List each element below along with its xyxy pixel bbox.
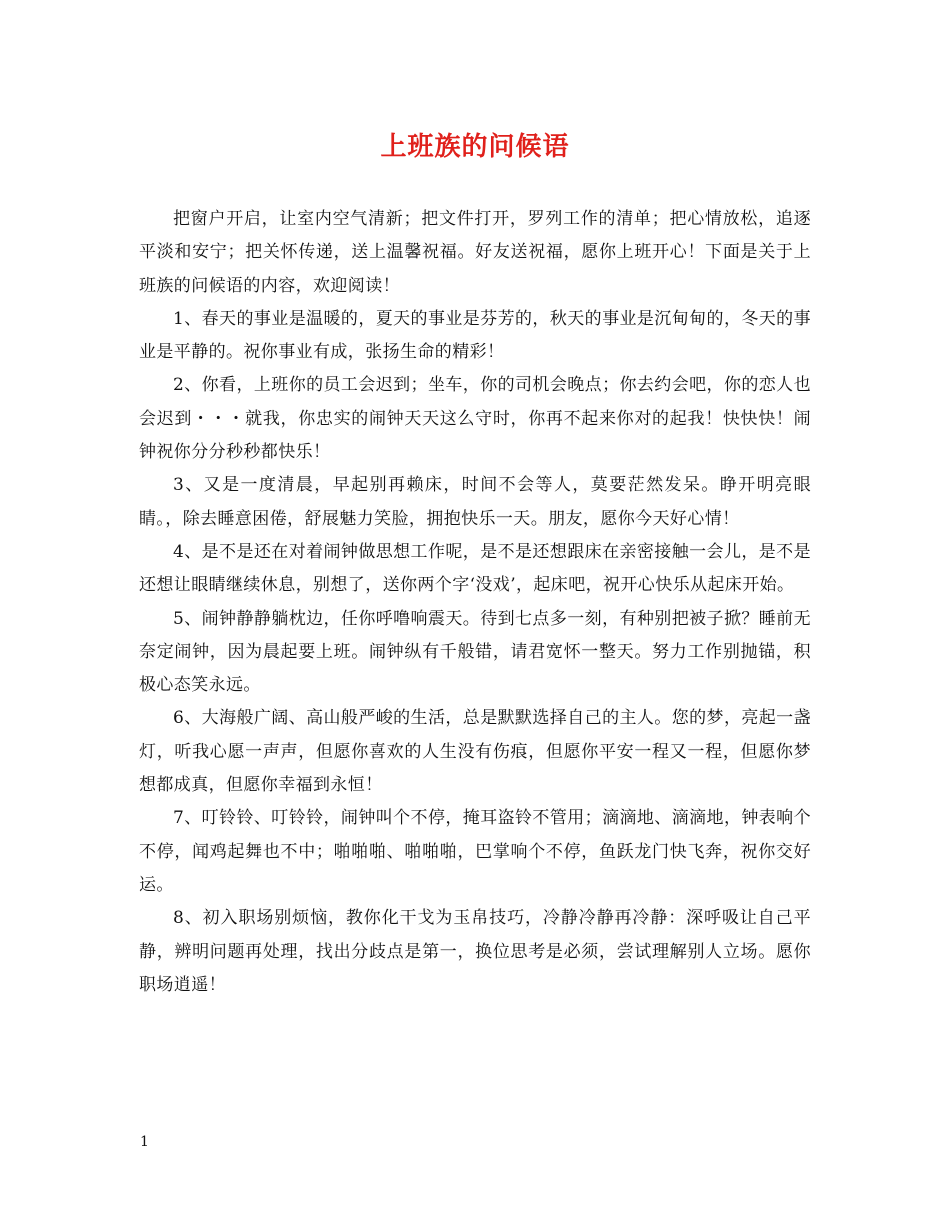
paragraph-greeting-1: 1、春天的事业是温暖的，夏天的事业是芬芳的，秋天的事业是沉甸甸的，冬天的事业是平静的。祝你事业有成，张扬生命的精彩！ (139, 308, 811, 363)
paragraph-greeting-8: 8、初入职场别烦恼，教你化干戈为玉帛技巧，冷静冷静再冷静：深呼吸让自己平静，辨明问题再处理，找出分歧点是第一，换位思考是必须，尝试理解别人立场。愿你职场逍遥！ (139, 908, 811, 995)
paragraph-greeting-2: 2、你看，上班你的员工会迟到；坐车，你的司机会晚点；你去约会吧，你的恋人也会迟到・・・就我，你忠实的闹钟天天这么守时，你再不起来你对的起我！快快快！闹钟祝你分分秒秒都快乐！ (139, 375, 811, 463)
article-body (139, 203, 811, 1002)
paragraph-greeting-4: 4、是不是还在对着闹钟做思想工作呢，是不是还想跟床在亲密接触一会儿，是不是还想让眼睛继续休息，别想了，送你两个字‘没戏’，起床吧，祝开心快乐从起床开始。 (139, 541, 811, 596)
paragraph-greeting-5: 5、闹钟静静躺枕边，任你呼噜响震天。待到七点多一刻，有种别把被子掀？睡前无奈定闹钟，因为晨起要上班。闹钟纵有千般错，请君宽怀一整天。努力工作别抛锚，积极心态笑永远。 (139, 608, 811, 696)
paragraph-greeting-7: 7、叮铃铃、叮铃铃，闹钟叫个不停，掩耳盗铃不管用；滴滴地、滴滴地，钟表响个不停，闻鸡起舞也不中；啪啪啪、啪啪啪，巴掌响个不停，鱼跃龙门快飞奔，祝你交好运。 (139, 808, 811, 895)
paragraph-greeting-3: 3、又是一度清晨，早起别再赖床，时间不会等人，莫要茫然发呆。睁开明亮眼睛。，除去睡意困倦，舒展魅力笑脸，拥抱快乐一天。朋友，愿你今天好心情！ (139, 475, 811, 529)
page-number: 1 (140, 1134, 149, 1150)
page-title: 上班族的问候语 (380, 132, 570, 162)
paragraph-greeting-6: 6、大海般广阔、高山般严峻的生活，总是默默选择自己的主人。您的梦，亮起一盏灯，听我心愿一声声，但愿你喜欢的人生没有伤痕，但愿你平安一程又一程，但愿你梦想都成真，但愿你幸福到永恒！ (139, 708, 811, 796)
paragraph-intro: 把窗户开启，让室内空气清新；把文件打开，罗列工作的清单；把心情放松，追逐平淡和安宁；把关怀传递，送上温馨祝福。好友送祝福，愿你上班开心！下面是关于上班族的问候语的内容，欢迎阅读！ (139, 209, 811, 296)
